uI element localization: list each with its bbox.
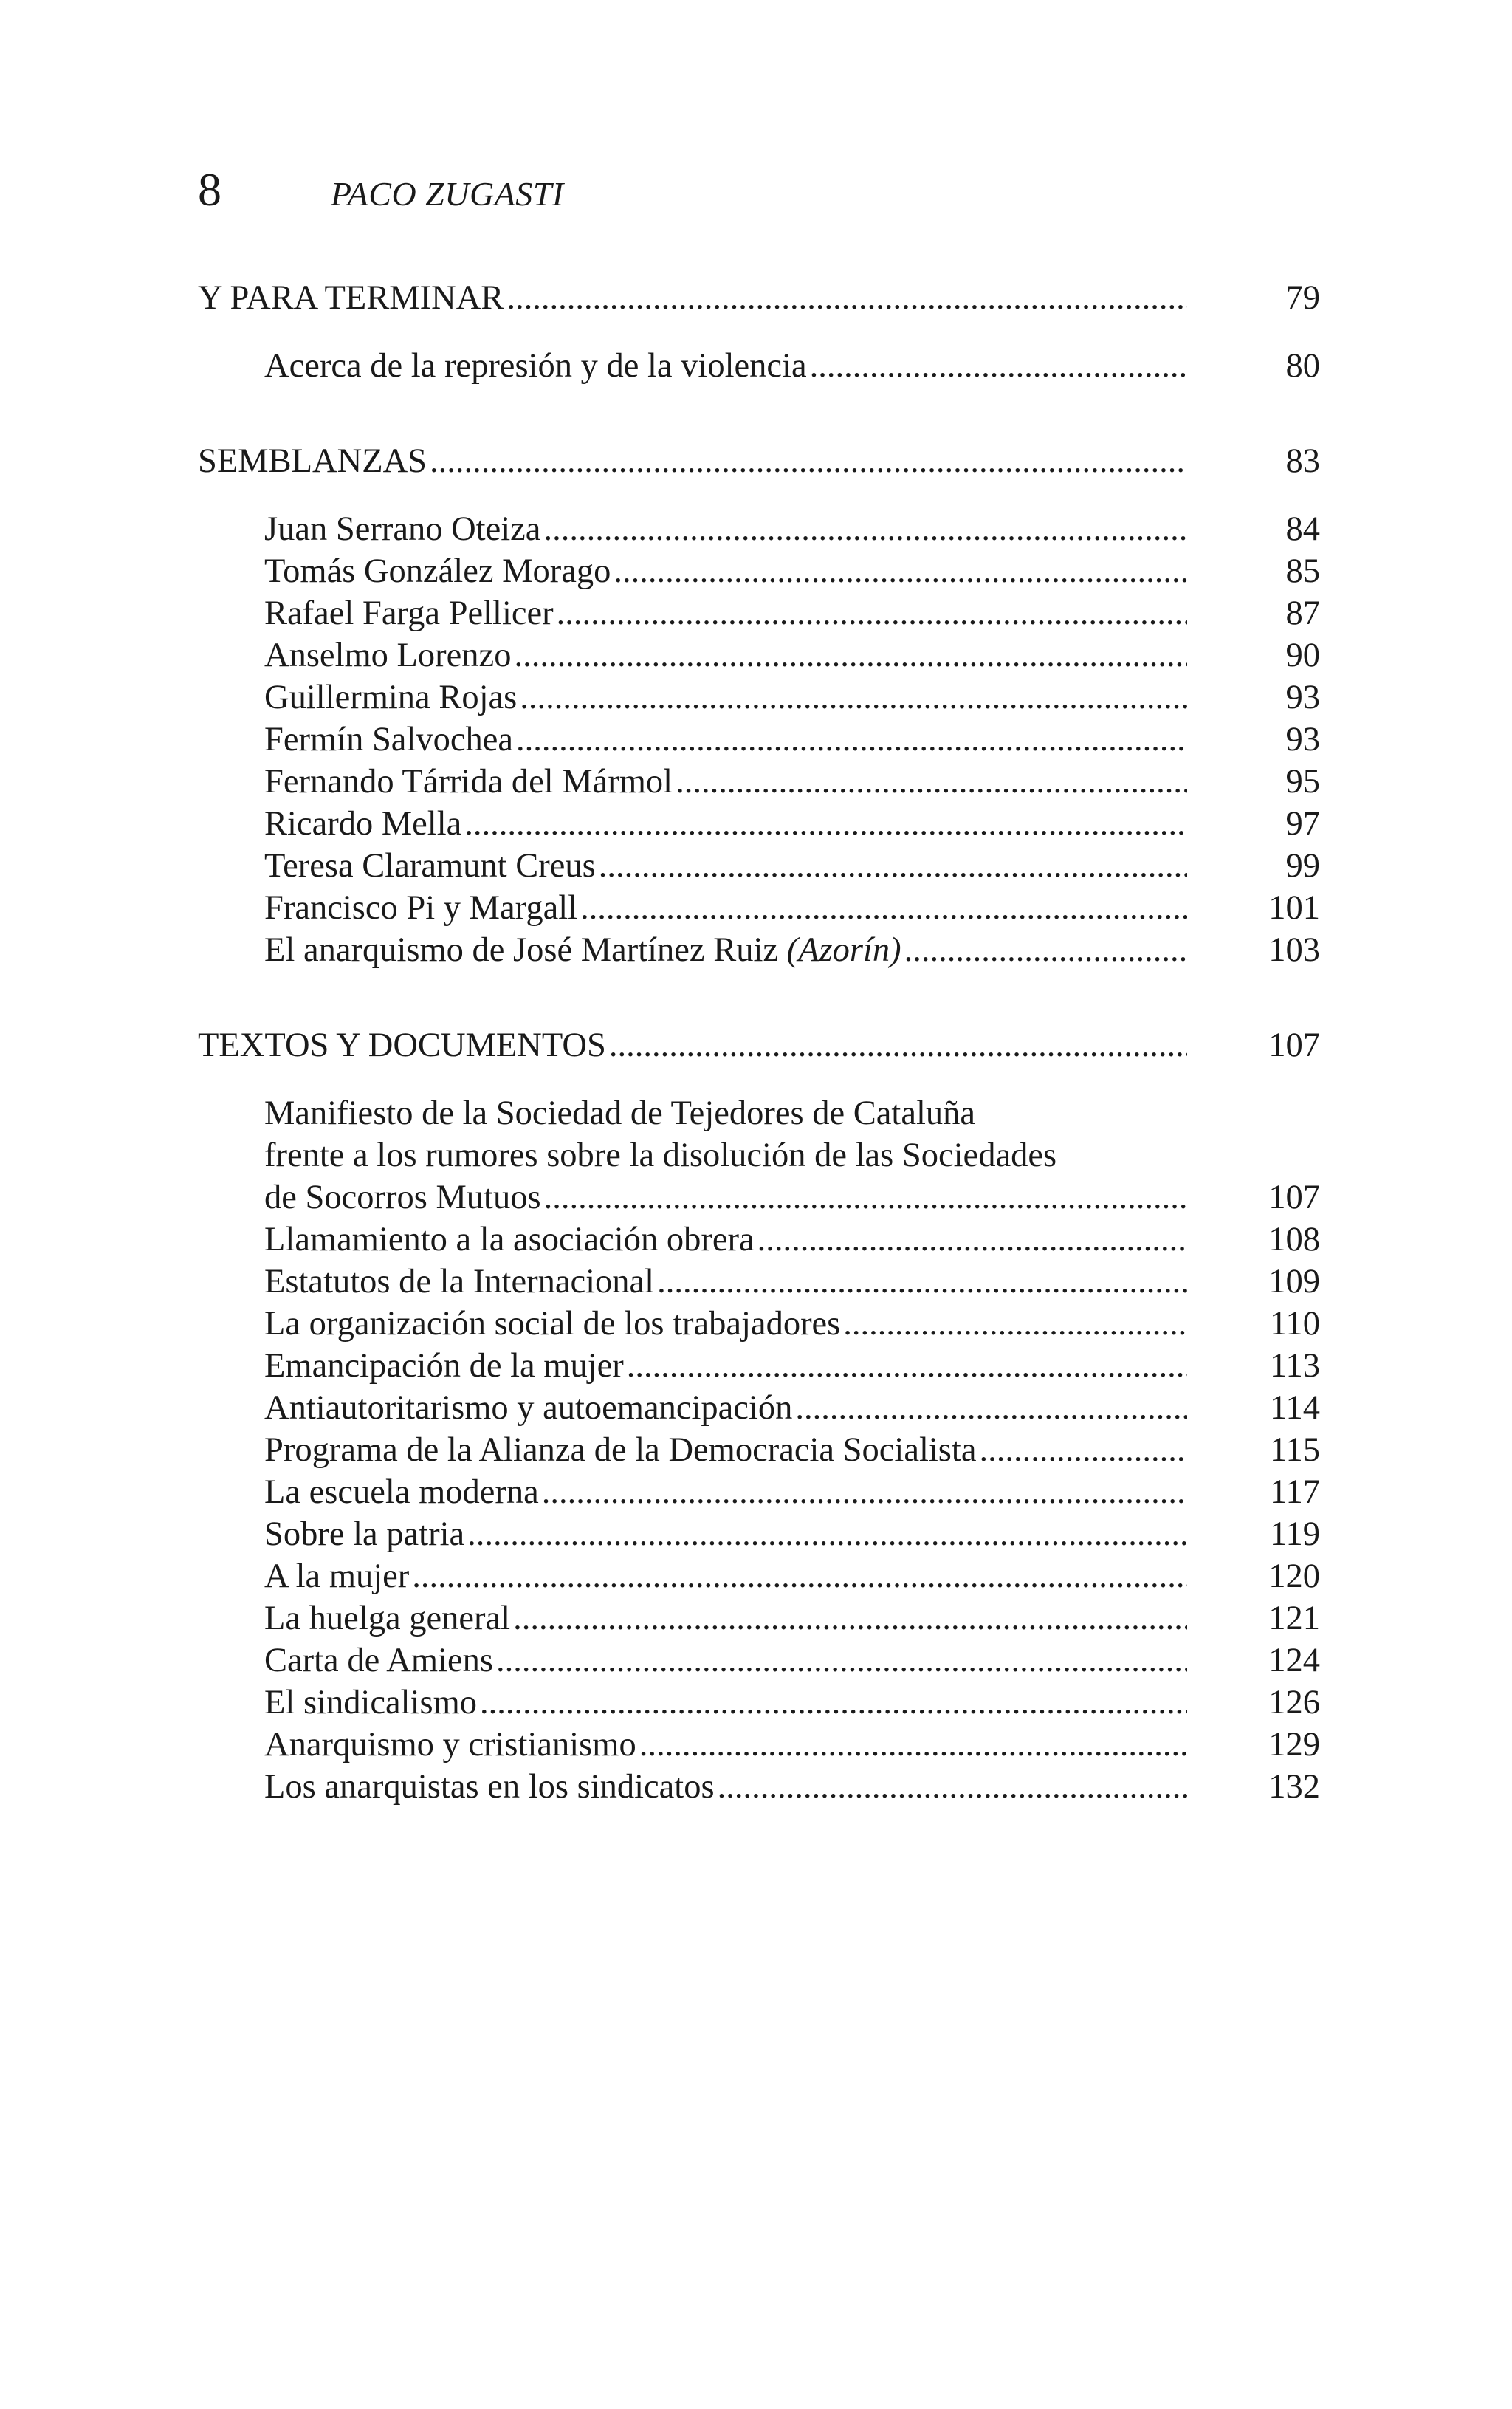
toc-entry-page: 103 [1268,931,1320,969]
page-number: 8 [198,163,221,216]
toc-entry-title: La organización social de los trabajadores ..... [264,1305,843,1343]
toc-entry-page: 99 [1285,847,1320,885]
toc-entry-title: Antiautoritarismo y autoemancipación ..... [264,1389,795,1427]
toc-entry [198,1766,1320,1808]
toc-entry-acerca [198,345,1320,387]
toc-entry-title: La huelga general ..... [264,1600,513,1637]
toc-entry [198,1597,1320,1639]
toc-entry-title: de Socorros Mutuos ..... [264,1179,544,1216]
toc-entry-page: 121 [1268,1600,1320,1637]
toc-entry [198,887,1320,929]
running-title: PACO ZUGASTI [331,175,564,213]
toc-entry-page: 87 [1285,594,1320,632]
table-of-contents [198,277,1320,1808]
toc-entry [198,1261,1320,1303]
toc-entry [198,761,1320,803]
toc-entry-page: 101 [1268,889,1320,927]
toc-entry-title-line: Manifiesto de la Sociedad de Tejedores de Cataluña [264,1094,976,1132]
toc-entry-page: 90 [1285,637,1320,674]
toc-entry-title: A la mujer ..... [264,1558,412,1595]
toc-entry [198,634,1320,676]
toc-entry [198,1345,1320,1387]
toc-entry [198,1471,1320,1513]
textos-list [198,1219,1320,1808]
toc-entry [198,676,1320,719]
toc-entry-title: Ricardo Mella ..... [264,805,464,843]
toc-entry-page: 95 [1285,763,1320,801]
toc-entry-page: 107 [1268,1179,1320,1216]
toc-entry-page: 110 [1269,1305,1320,1343]
toc-entry-title: Tomás González Morago ..... [264,552,614,590]
toc-entry-title: TEXTOS Y DOCUMENTOS ..... [198,1027,609,1064]
toc-entry-page: 79 [1285,279,1320,317]
toc-entry-page: 108 [1268,1221,1320,1258]
toc-entry-page: 124 [1268,1642,1320,1679]
toc-entry-title: Emancipación de la mujer ..... [264,1347,627,1385]
toc-entry-page: 119 [1269,1515,1320,1553]
toc-entry-page: 84 [1285,510,1320,548]
toc-entry [198,1219,1320,1261]
toc-entry-title: Y PARA TERMINAR ..... [198,279,506,317]
toc-entry-page: 114 [1269,1389,1320,1427]
toc-entry-page: 120 [1268,1558,1320,1595]
toc-entry-manifiesto [198,1092,1320,1176]
toc-entry-title: Fernando Tárrida del Mármol ..... [264,763,676,801]
toc-entry-title: Llamamiento a la asociación obrera ..... [264,1221,757,1258]
toc-entry [198,1387,1320,1429]
toc-entry [198,550,1320,592]
toc-entry-page: 109 [1268,1263,1320,1301]
toc-entry-title: SEMBLANZAS ..... [198,442,430,480]
toc-entry-page: 85 [1285,552,1320,590]
toc-entry [198,1429,1320,1471]
toc-entry-title: Anselmo Lorenzo ..... [264,637,514,674]
toc-entry [198,1639,1320,1682]
toc-entry-title: Fermín Salvochea ..... [264,721,516,758]
toc-entry-title: Juan Serrano Oteiza ..... [264,510,543,548]
toc-section-textos [198,1024,1320,1066]
toc-entry-title: Rafael Farga Pellicer ..... [264,594,557,632]
toc-entry-page: 97 [1285,805,1320,843]
toc-entry-title-italic: (Azorín) [786,931,901,969]
toc-entry-title-prefix: El anarquismo de José Martínez Ruiz [264,931,787,969]
toc-entry-title: Guillermina Rojas ..... [264,679,520,716]
toc-entry-page: 132 [1268,1768,1320,1806]
toc-entry-title: Anarquismo y cristianismo ..... [264,1726,639,1764]
toc-section-y-para-terminar [198,277,1320,319]
toc-entry-azorin [198,929,1320,971]
toc-entry-title: Sobre la patria ..... [264,1515,467,1553]
toc-entry [198,803,1320,845]
toc-entry [198,845,1320,887]
toc-entry-manifiesto-last [198,1176,1320,1219]
toc-section-semblanzas [198,440,1320,482]
toc-entry-page: 93 [1285,721,1320,758]
toc-entry-page: 129 [1268,1726,1320,1764]
toc-entry-title [264,931,904,969]
toc-entry [198,1303,1320,1345]
toc-entry-title: La escuela moderna ..... [264,1473,542,1511]
toc-entry-page: 107 [1268,1027,1320,1064]
toc-entry-page: 93 [1285,679,1320,716]
toc-entry [198,1513,1320,1555]
toc-entry-title: Programa de la Alianza de la Democracia Socialista ..... [264,1431,979,1469]
toc-entry-page: 126 [1268,1684,1320,1721]
toc-entry [198,1682,1320,1724]
toc-entry [198,1724,1320,1766]
toc-entry [198,719,1320,761]
toc-entry [198,508,1320,550]
toc-entry-title: Acerca de la represión y de la violencia ..... [264,347,810,385]
toc-entry-page: 113 [1269,1347,1320,1385]
toc-entry-page: 115 [1269,1431,1320,1469]
toc-entry-title: Francisco Pi y Margall ..... [264,889,580,927]
toc-entry-title: Teresa Claramunt Creus ..... [264,847,599,885]
toc-entry-page: 117 [1269,1473,1320,1511]
running-head [198,164,564,216]
toc-entry-title: Estatutos de la Internacional ..... [264,1263,657,1301]
semblanzas-list [198,508,1320,929]
toc-entry [198,1555,1320,1597]
toc-entry-title: Los anarquistas en los sindicatos ..... [264,1768,718,1806]
toc-entry-title-line: frente a los rumores sobre la disolución de las Sociedades [264,1137,1057,1174]
toc-entry-page: 80 [1285,347,1320,385]
toc-entry-page: 83 [1285,442,1320,480]
toc-entry-title: El sindicalismo ..... [264,1684,480,1721]
toc-entry-title: Carta de Amiens ..... [264,1642,496,1679]
toc-entry [198,592,1320,634]
